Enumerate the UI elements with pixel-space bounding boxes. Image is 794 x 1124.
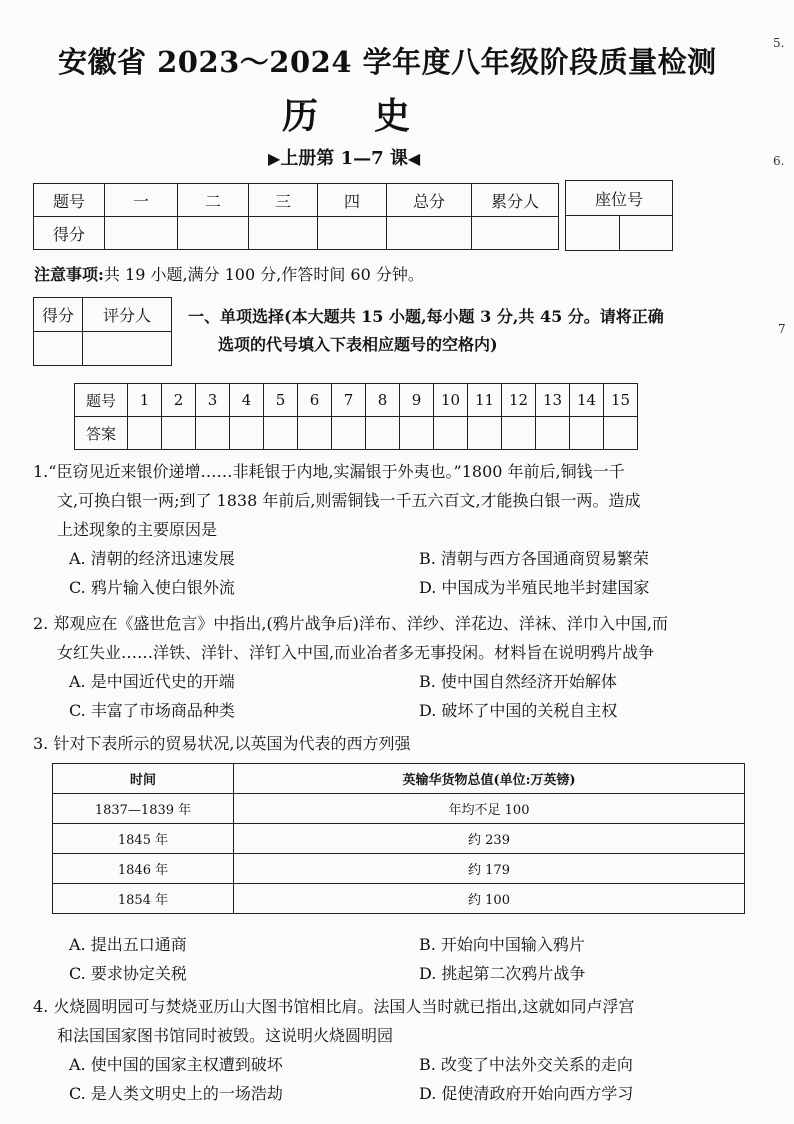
seat-number-cell[interactable] bbox=[566, 216, 620, 251]
scope-text: 上册第 1—7 课 bbox=[280, 148, 408, 169]
option-c[interactable]: C. 鸦片输入使白银外流 bbox=[69, 578, 235, 597]
grade-box-grader-cell[interactable] bbox=[83, 332, 172, 366]
question-stem: 2. 郑观应在《盛世危言》中指出,(鸦片战争后)洋布、洋纱、洋花边、洋袜、洋巾入中国,而 bbox=[33, 614, 669, 633]
answer-table-num: 13 bbox=[536, 384, 570, 417]
scope-line bbox=[268, 144, 420, 170]
option-b[interactable]: B. 改变了中法外交关系的走向 bbox=[419, 1055, 633, 1074]
option-d[interactable]: D. 中国成为半殖民地半封建国家 bbox=[419, 578, 650, 597]
answer-cell[interactable] bbox=[332, 417, 366, 450]
answer-cell[interactable] bbox=[604, 417, 638, 450]
trade-table-header: 时间 bbox=[53, 764, 234, 794]
score-cell[interactable] bbox=[318, 217, 387, 250]
answer-cell[interactable] bbox=[264, 417, 298, 450]
option-a[interactable]: A. 提出五口通商 bbox=[69, 935, 187, 954]
score-table-header: 四 bbox=[318, 184, 387, 217]
answer-table-num-label: 题号 bbox=[75, 384, 128, 417]
score-table-header: 二 bbox=[178, 184, 249, 217]
question-options bbox=[33, 930, 763, 988]
triangle-left-icon: ◀ bbox=[407, 149, 421, 168]
score-cell[interactable] bbox=[105, 217, 178, 250]
section-1-line-1: 一、单项选择(本大题共 15 小题,每小题 3 分,共 45 分。请将正确 bbox=[188, 307, 664, 326]
answer-cell[interactable] bbox=[400, 417, 434, 450]
answer-table-num: 8 bbox=[366, 384, 400, 417]
question-stem: 文,可换白银一两;到了 1838 年前后,则需铜钱一千五六百文,才能换白银一两。造成 bbox=[57, 491, 641, 510]
notice bbox=[34, 262, 424, 285]
answer-table-num: 5 bbox=[264, 384, 298, 417]
section-1-line-2: 选项的代号填入下表相应题号的空格内) bbox=[218, 335, 498, 354]
score-table-header: 一 bbox=[105, 184, 178, 217]
seat-number-table bbox=[565, 180, 673, 251]
answer-table-num: 2 bbox=[162, 384, 196, 417]
option-c[interactable]: C. 要求协定关税 bbox=[69, 964, 187, 983]
notice-label: 注意事项: bbox=[34, 265, 104, 284]
trade-table-cell: 年均不足 100 bbox=[234, 794, 745, 824]
option-b[interactable]: B. 开始向中国输入鸦片 bbox=[419, 935, 585, 954]
seat-number-label: 座位号 bbox=[566, 181, 673, 216]
option-d[interactable]: D. 促使清政府开始向西方学习 bbox=[419, 1084, 634, 1103]
trade-table-cell: 1846 年 bbox=[53, 854, 234, 884]
trade-table-cell: 1837—1839 年 bbox=[53, 794, 234, 824]
answer-cell[interactable] bbox=[230, 417, 264, 450]
score-table-header: 总分 bbox=[387, 184, 472, 217]
question-1 bbox=[33, 457, 763, 602]
answer-table-num: 14 bbox=[570, 384, 604, 417]
edge-mark: 6. bbox=[773, 154, 785, 168]
option-b[interactable]: B. 清朝与西方各国通商贸易繁荣 bbox=[419, 549, 649, 568]
answer-table-num: 6 bbox=[298, 384, 332, 417]
answer-table-num: 11 bbox=[468, 384, 502, 417]
score-table-row-label: 得分 bbox=[34, 217, 105, 250]
answer-cell[interactable] bbox=[162, 417, 196, 450]
edge-mark: 7 bbox=[778, 322, 786, 336]
answer-cell[interactable] bbox=[468, 417, 502, 450]
answer-table-num: 3 bbox=[196, 384, 230, 417]
answer-table-num: 1 bbox=[128, 384, 162, 417]
seat-number-cell[interactable] bbox=[619, 216, 673, 251]
option-d[interactable]: D. 破坏了中国的关税自主权 bbox=[419, 701, 618, 720]
trade-table-cell: 约 239 bbox=[234, 824, 745, 854]
answer-cell[interactable] bbox=[298, 417, 332, 450]
question-3 bbox=[33, 729, 763, 758]
score-cell[interactable] bbox=[178, 217, 249, 250]
grade-box-grader-label: 评分人 bbox=[83, 298, 172, 332]
option-c[interactable]: C. 是人类文明史上的一场浩劫 bbox=[69, 1084, 283, 1103]
question-stem: 上述现象的主要原因是 bbox=[57, 520, 218, 539]
answer-cell[interactable] bbox=[502, 417, 536, 450]
answer-cell[interactable] bbox=[536, 417, 570, 450]
question-stem: 4. 火烧圆明园可与焚烧亚历山大图书馆相比肩。法国人当时就已指出,这就如同卢浮宫 bbox=[33, 997, 635, 1016]
score-cell[interactable] bbox=[472, 217, 559, 250]
question-options bbox=[33, 544, 763, 602]
section-1-title bbox=[188, 303, 708, 359]
answer-cell[interactable] bbox=[128, 417, 162, 450]
trade-table-cell: 约 179 bbox=[234, 854, 745, 884]
grade-box-score-cell[interactable] bbox=[34, 332, 83, 366]
subject-title: 历史 bbox=[282, 95, 467, 137]
question-stem: 3. 针对下表所示的贸易状况,以英国为代表的西方列强 bbox=[33, 734, 411, 753]
score-cell[interactable] bbox=[249, 217, 318, 250]
answer-table-num: 12 bbox=[502, 384, 536, 417]
question-stem: 女红失业……洋铁、洋针、洋钉入中国,而业冶者多无事投闲。材料旨在说明鸦片战争 bbox=[57, 643, 655, 662]
score-table-header: 三 bbox=[249, 184, 318, 217]
section-grade-box bbox=[33, 297, 172, 366]
exam-title: 安徽省 2023～2024 学年度八年级阶段质量检测 bbox=[58, 45, 717, 79]
score-table-header: 累分人 bbox=[472, 184, 559, 217]
answer-cell[interactable] bbox=[434, 417, 468, 450]
answer-cell[interactable] bbox=[366, 417, 400, 450]
edge-mark: 5. bbox=[773, 36, 785, 50]
option-c[interactable]: C. 丰富了市场商品种类 bbox=[69, 701, 235, 720]
trade-table-cell: 约 100 bbox=[234, 884, 745, 914]
option-a[interactable]: A. 使中国的国家主权遭到破坏 bbox=[69, 1055, 283, 1074]
trade-table bbox=[52, 763, 745, 914]
score-cell[interactable] bbox=[387, 217, 472, 250]
answer-cell[interactable] bbox=[196, 417, 230, 450]
question-2 bbox=[33, 609, 763, 725]
question-options bbox=[33, 1050, 763, 1108]
option-d[interactable]: D. 挑起第二次鸦片战争 bbox=[419, 964, 586, 983]
answer-cell[interactable] bbox=[570, 417, 604, 450]
trade-table-cell: 1854 年 bbox=[53, 884, 234, 914]
triangle-right-icon: ▶ bbox=[268, 149, 281, 168]
option-b[interactable]: B. 使中国自然经济开始解体 bbox=[419, 672, 617, 691]
question-options bbox=[33, 667, 763, 725]
score-table-header: 题号 bbox=[34, 184, 105, 217]
option-a[interactable]: A. 是中国近代史的开端 bbox=[69, 672, 235, 691]
grade-box-score-label: 得分 bbox=[34, 298, 83, 332]
trade-table-header: 英输华货物总值(单位:万英镑) bbox=[234, 764, 745, 794]
question-3-options-block bbox=[33, 930, 763, 988]
answer-table-num: 7 bbox=[332, 384, 366, 417]
notice-text: 共 19 小题,满分 100 分,作答时间 60 分钟。 bbox=[103, 265, 424, 284]
question-stem: 和法国国家图书馆同时被毁。这说明火烧圆明园 bbox=[57, 1026, 394, 1045]
option-a[interactable]: A. 清朝的经济迅速发展 bbox=[69, 549, 235, 568]
answer-table-ans-label: 答案 bbox=[75, 417, 128, 450]
question-stem: 1.“臣窃见近来银价递增……非耗银于内地,实漏银于外夷也。”1800 年前后,铜钱一千 bbox=[33, 462, 625, 481]
answer-table-num: 15 bbox=[604, 384, 638, 417]
answer-table bbox=[74, 383, 638, 450]
trade-table-cell: 1845 年 bbox=[53, 824, 234, 854]
score-table bbox=[33, 183, 559, 250]
answer-table-num: 9 bbox=[400, 384, 434, 417]
question-4 bbox=[33, 992, 763, 1108]
answer-table-num: 10 bbox=[434, 384, 468, 417]
answer-table-num: 4 bbox=[230, 384, 264, 417]
